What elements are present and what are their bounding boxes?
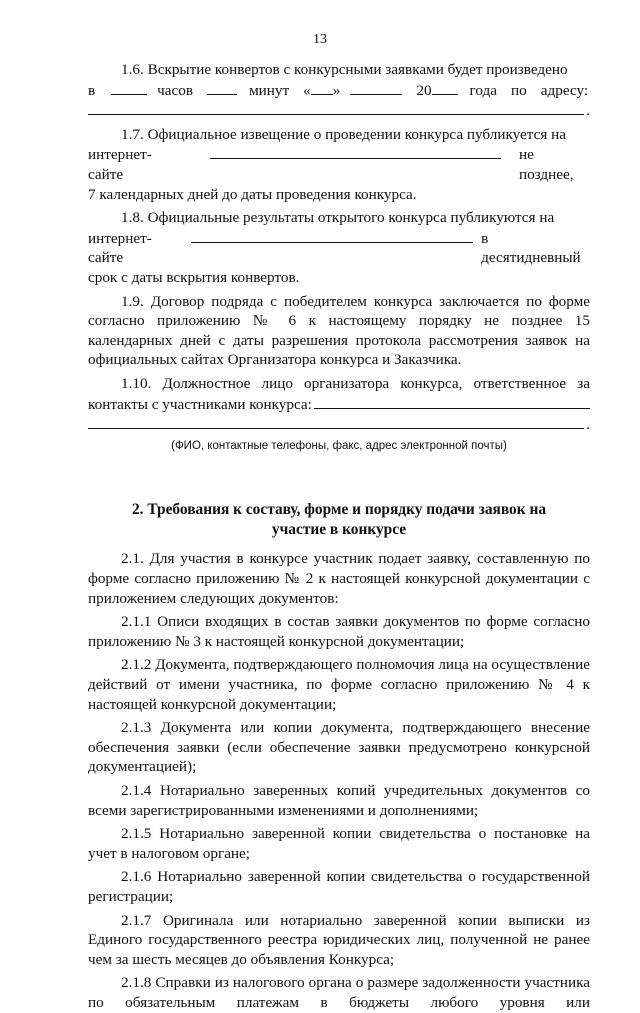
paragraph-1-7-line2: [88, 144, 590, 184]
year-blank[interactable]: [432, 80, 458, 95]
page-number: 13: [313, 32, 327, 47]
website-blank-1-8[interactable]: [191, 228, 473, 243]
text-internet-site: интернет-сайте: [88, 146, 152, 183]
item-2-1-2: 2.1.2 Документа, подтверждающего полномочия лица на осуществление действий от имени участника, по форме согласно приложению № 4 к настоящей конкурсной документации;: [88, 656, 590, 713]
address-blank[interactable]: [88, 100, 584, 115]
section-2-heading-line2: участие в конкурсе: [271, 520, 407, 538]
quote-open: «: [303, 81, 311, 99]
month-blank[interactable]: [350, 80, 402, 95]
contact-person-blank[interactable]: [314, 394, 590, 409]
item-2-1-1: 2.1.1 Описи входящих в состав заявки документов по форме согласно приложению № 3 к настоящей конкурсной документации;: [88, 613, 590, 650]
address-line: [88, 100, 590, 121]
paragraph-1-10-line3: [88, 414, 590, 435]
quote-close: »: [332, 81, 341, 99]
text-contacts: контакты с участниками конкурса:: [88, 395, 312, 413]
text-minutes: минут: [249, 81, 290, 99]
contact-end: .: [586, 416, 590, 434]
text-year: года: [469, 81, 498, 99]
paragraph-1-6-line1: 1.6. Вскрытие конвертов с конкурсными заявками будет произведено: [121, 61, 568, 78]
text-internet-site-2: интернет-сайте: [88, 229, 152, 267]
paragraph-1-8-line2: [88, 228, 590, 268]
contact-caption: (ФИО, контактные телефоны, факс, адрес электронной почты): [171, 439, 507, 452]
section-2-heading-line1: 2. Требования к составу, форме и порядку подачи заявок на: [131, 501, 547, 519]
paragraph-1-9: 1.9. Договор подряда с победителем конкурса заключается по форме согласно приложению № 6 к настоящему порядку не позднее 15 календарных дней с даты разрешения протокола рассмотрения заявок на официальных сайтах Организатора конкурса и Заказчика.: [88, 292, 590, 369]
hours-blank[interactable]: [111, 80, 147, 95]
paragraph-1-6-line2: [88, 80, 590, 101]
item-2-1-4: 2.1.4 Нотариально заверенных копий учредительных документов со всеми зарегистрированными изменениями и дополнениями;: [88, 782, 590, 819]
text-year-num: 20: [416, 81, 432, 99]
item-2-1-3: 2.1.3 Документа или копии документа, подтверждающего внесение обеспечения заявки (если обеспечение заявки предусмотрено конкурсной документацией);: [88, 719, 590, 776]
item-2-1-8: 2.1.8 Справки из налогового органа о размере задолженности участника по обязательным платежам в бюджеты любого уровня или: [88, 974, 590, 1011]
website-blank-1-7[interactable]: [210, 144, 501, 159]
item-2-1-7: 2.1.7 Оригинала или нотариально заверенной копии выписки из Единого государственного реестра юридических лиц, полученной не ранее чем за шесть месяцев до объявления Конкурса;: [88, 911, 590, 968]
item-2-1: 2.1. Для участия в конкурсе участник подает заявку, составленную по форме согласно приложению № 2 к настоящей конкурсной документации с приложением следующих документов:: [88, 550, 590, 607]
item-2-1-5: 2.1.5 Нотариально заверенной копии свидетельства о постановке на учет в налоговом органе;: [88, 825, 590, 862]
paragraph-1-8-line3: срок с даты вскрытия конвертов.: [88, 268, 300, 286]
text-ten-day: в десятидневный: [481, 229, 581, 267]
text-not-later: не позднее,: [518, 146, 574, 183]
paragraph-1-10-line2: [88, 394, 590, 415]
contact-details-blank[interactable]: [88, 414, 584, 429]
paragraph-1-10-line1: 1.10. Должностное лицо организатора конкурса, ответственное за: [121, 374, 590, 392]
day-blank[interactable]: [311, 80, 333, 95]
section-2-heading: [88, 500, 590, 539]
document-body: [88, 60, 590, 1013]
minutes-blank[interactable]: [207, 80, 237, 95]
address-end: .: [586, 102, 590, 120]
text-po: по: [511, 81, 527, 99]
paragraph-1-8-line1: 1.8. Официальные результаты открытого конкурса публикуются на: [121, 209, 555, 227]
paragraph-1-7-line3: 7 календарных дней до даты проведения конкурса.: [88, 185, 417, 203]
paragraph-1-7-line1: 1.7. Официальное извещение о проведении конкурса публикуется на: [121, 125, 566, 143]
item-2-1-6: 2.1.6 Нотариально заверенной копии свидетельства о государственной регистрации;: [88, 868, 590, 905]
text-v: в: [88, 81, 96, 99]
text-address: адресу:: [540, 81, 589, 99]
text-hours: часов: [157, 81, 194, 99]
